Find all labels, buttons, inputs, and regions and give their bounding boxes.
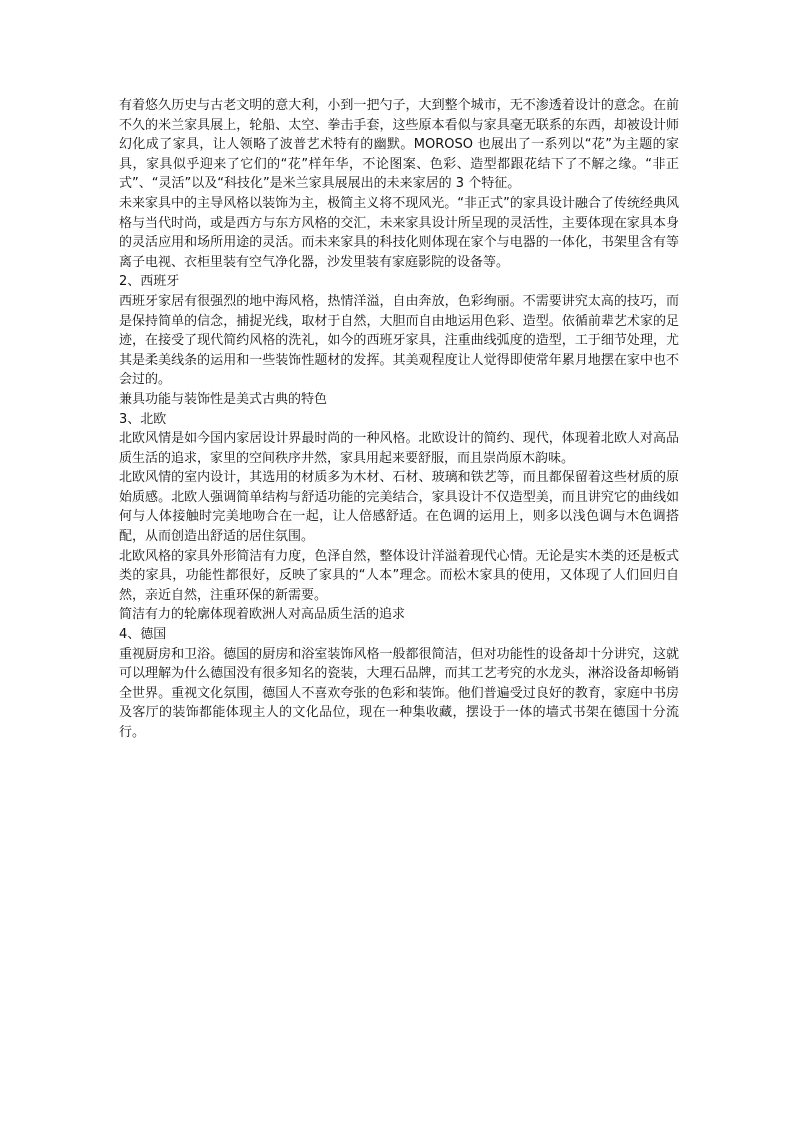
paragraph-germany: 重视厨房和卫浴。德国的厨房和浴室装饰风格一般都很简洁，但对功能性的设备却十分讲究，这就可以理解为什么德国没有很多知名的瓷装，大理石品牌，而其工艺考究的水龙头，淋浴设备却畅销全世界。重视文化氛围，德国人不喜欢夸张的色彩和装饰。他们普遍受过良好的教育，家庭中书房及客厅的装饰都能体现主人的文化品位，现在一种集收藏，摆设于一体的墙式书架在德国十分流行。: [119, 646, 679, 740]
paragraph-future-furniture: 未来家具中的主导风格以装饰为主，极简主义将不现风光。“非正式”的家具设计融合了传统经典风格与当代时尚，或是西方与东方风格的交汇，未来家具设计所呈现的灵活性，主要体现在家具本身的灵活应用和场所用途的灵活。而未来家具的科技化则体现在家个与电器的一体化，书架里含有等离子电视、衣柜里装有空气净化器，沙发里装有家庭影院的设备等。: [119, 195, 679, 270]
paragraph-italy-intro: 有着悠久历史与古老文明的意大利，小到一把勺子，大到整个城市，无不渗透着设计的意念。在前不久的米兰家具展上，轮船、太空、拳击手套，这些原本看似与家具毫无联系的东西，却被设计师幻化成了家具，让人领略了波普艺术特有的幽默。MOROSO 也展出了一系列以“花”为主题的家具，家具似乎迎来了它们的“花”样年华，不论图案、色彩、造型都跟花结下了不解之缘。“非正式”、“灵活”以及“科技化”是米兰家具展展出的未来家居的 3 个特征。: [119, 98, 679, 192]
section-heading-nordic: 3、北欧: [119, 411, 167, 427]
paragraph-nordic-interior: 北欧风情的室内设计，其选用的材质多为木材、石材、玻璃和铁艺等，而且都保留着这些材质的原始质感。北欧人强调简单结构与舒适功能的完美结合，家具设计不仅造型美，而且讲究它的曲线如何与人体接触时完美地吻合在一起，让人倍感舒适。在色调的运用上，则多以浅色调与木色调搭配，从而创造出舒适的居住氛围。: [119, 470, 679, 545]
paragraph-nordic-intro: 北欧风情是如今国内家居设计界最时尚的一种风格。北欧设计的简约、现代，体现着北欧人对高品质生活的追求，家里的空间秩序井然，家具用起来要舒服，而且崇尚原木韵味。: [119, 431, 679, 466]
paragraph-spain: 西班牙家居有很强烈的地中海风格，热情洋溢，自由奔放，色彩绚丽。不需要讲究太高的技巧，而是保持简单的信念，捕捉光线，取材于自然，大胆而自由地运用色彩、造型。依循前辈艺术家的足迹，在接受了现代简约风格的洗礼，如今的西班牙家具，注重曲线弧度的造型，工于细节处理，尤其是柔美线条的运用和一些装饰性题材的发挥。其美观程度让人觉得即使常年累月地摆在家中也不会过的。: [119, 293, 679, 388]
document-body: [119, 96, 679, 743]
paragraph-nordic-furniture: 北欧风格的家具外形简洁有力度，色泽自然，整体设计洋溢着现代心情。无论是实木类的还是板式类的家具，功能性都很好，反映了家具的“人本”理念。而松木家具的使用，又体现了人们回归自然，亲近自然，注重环保的新需要。: [119, 548, 679, 603]
caption-american-classic: 兼具功能与装饰性是美式古典的特色: [119, 391, 328, 407]
caption-european-quality: 简洁有力的轮廓体现着欧洲人对高品质生活的追求: [119, 607, 406, 623]
section-heading-germany: 4、德国: [119, 627, 167, 643]
section-heading-spain: 2、西班牙: [119, 274, 180, 290]
